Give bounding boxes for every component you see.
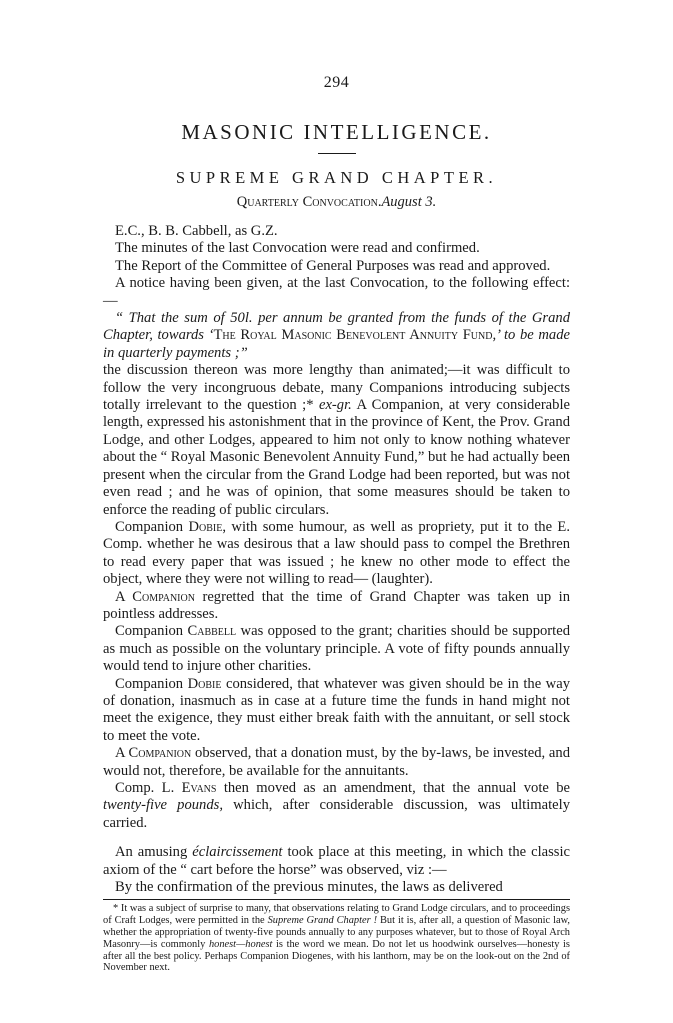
paragraph-companion-2: [103, 745, 570, 780]
paragraph-evans: [103, 780, 570, 832]
discussion-text-c: A Companion, at very considerable length, expressed his astonishment that in the province of Kent, the Prov. Grand Lodge, and other Lodges, appeared to him not only to know nothing whatever about the “ Royal Masonic Benevolent Annuity Fund,” but he had actually been present when the circular from the Grand Lodge had been reported, but was not even read ; and he was of opinion, that some measures should be taken to enforce the reading of public circulars.: [103, 397, 570, 518]
page-number: 294: [323, 74, 350, 91]
paragraph-notice: A notice having been given, at the last Convocation, to the following effect:—: [103, 275, 570, 309]
footnote-text-c: But it is, after all, a question of Masonic law, whether the appropriation of twenty-five pounds annually to any purposes whatever, but to those of Royal Arch Masonry—is commonly: [103, 915, 570, 950]
dobie-1-text-a: Companion: [115, 518, 184, 535]
eclair-text-a: An amusing: [115, 844, 188, 861]
title-rule: [318, 153, 356, 154]
motion-fund-name: The Royal Masonic Benevolent Annuity Fund: [213, 327, 493, 344]
evans-text-d: which, after considerable discussion, was ultimately carried.: [103, 797, 570, 831]
dobie-1-text-b: , with some humour, as well as propriety, put it to the E. Comp. whether he was desirous that a law should pass to compel the Brethren to read every paper that was issued ; he knew no other mode to effect the object, where they were not willing to read— (laughter).: [103, 518, 570, 588]
paragraph-companion-1: [103, 589, 570, 624]
motion-text-a: “ That the sum of 50l. per annum be granted from the funds of the Grand Chapter, towards ‘: [103, 310, 570, 344]
convocation-heading: [103, 194, 570, 211]
subtitle: SUPREME GRAND CHAPTER.: [175, 168, 498, 187]
companion-2-text-a: A: [115, 745, 125, 762]
companion-1-text-a: A: [115, 588, 125, 605]
paragraph-confirmation: By the confirmation of the previous minutes, the laws as delivered: [115, 879, 503, 896]
companion-2-text-b: observed, that a donation must, by the by-laws, be invested, and would not, therefore, be available for the annuitants.: [103, 745, 570, 779]
dobie-1-name: Dobie: [188, 518, 223, 535]
footnote-honest: honest—honest: [208, 938, 273, 950]
dobie-2-text-b: considered, that whatever was given should be in the way of donation, inasmuch as in case at a future time the funds in hand might not meet the exigence, they must either break faith with the annuitant, or sell stock to meet the vote.: [103, 675, 570, 744]
footnote-chapter: Supreme Grand Chapter !: [267, 915, 378, 927]
eclair-text-c: took place at this meeting, in which the classic axiom of the “ cart before the horse” was observed, viz :—: [103, 844, 571, 878]
page: [103, 74, 570, 974]
paragraph-report: The Report of the Committee of General Purposes was read and approved.: [115, 257, 551, 274]
evans-text-a: Comp. L.: [115, 780, 175, 796]
evans-text-b: then moved as an amendment, that the annual vote be: [223, 780, 570, 796]
footnote-text-a: * It was a subject of surprise to many, that observations relating to Grand Lodge circulars, and to proceedings of Craft Lodges, were permitted in the: [103, 903, 570, 927]
paragraph-dobie-2: [103, 676, 570, 746]
footnote-rule: [103, 899, 570, 900]
discussion-text-a: the discussion thereon was more lengthy than animated;—it was difficult to follow the very incongruous debate, many Companions introducing subjects totally irrelevant to the question ;*: [103, 362, 570, 414]
paragraph-dobie-1: [103, 519, 570, 589]
footnote: [103, 903, 570, 974]
cabbell-text-a: Companion: [115, 623, 184, 640]
convocation-date: August 3.: [381, 194, 437, 210]
cabbell-text-b: was opposed to the grant; charities should be supported as much as possible on the voluntary principle. A vote of fifty pounds annually would tend to injure other charities.: [103, 623, 570, 675]
section-title: MASONIC INTELLIGENCE.: [181, 120, 492, 144]
paragraph-minutes: The minutes of the last Convocation were read and confirmed.: [115, 240, 480, 257]
dobie-2-text-a: Companion: [115, 675, 184, 692]
evans-name: Evans: [181, 780, 217, 796]
footnote-text-e: is the word we mean. Do not let us hoodwink ourselves—honesty is after all the best policy. Perhaps Companion Diogenes, with his lanthorn, may be on the look-out on the 2nd of November next.: [103, 938, 570, 974]
motion-text-b: ,’ to be made in quarterly payments ;”: [103, 327, 570, 361]
cabbell-name: Cabbell: [187, 623, 237, 640]
paragraph-discussion: [103, 362, 570, 519]
paragraph-cabbell: [103, 623, 570, 675]
companion-1-text-b: regretted that the time of Grand Chapter was taken up in pointless addresses.: [103, 588, 570, 622]
evans-amount: twenty-five pounds,: [103, 797, 223, 814]
convocation-label: Quarterly Convocation.: [236, 194, 382, 210]
dobie-2-name: Dobie: [187, 675, 222, 692]
article-body: [103, 223, 570, 896]
paragraph-motion: [103, 310, 570, 362]
paragraph-presiding: E.C., B. B. Cabbell, as G.Z.: [115, 223, 278, 239]
discussion-exgr: ex-gr.: [318, 397, 352, 414]
companion-1-name: Companion: [132, 588, 195, 605]
paragraph-eclaircissement: [103, 844, 570, 879]
eclair-word: éclaircissement: [192, 844, 283, 861]
companion-2-name: Companion: [128, 745, 192, 762]
